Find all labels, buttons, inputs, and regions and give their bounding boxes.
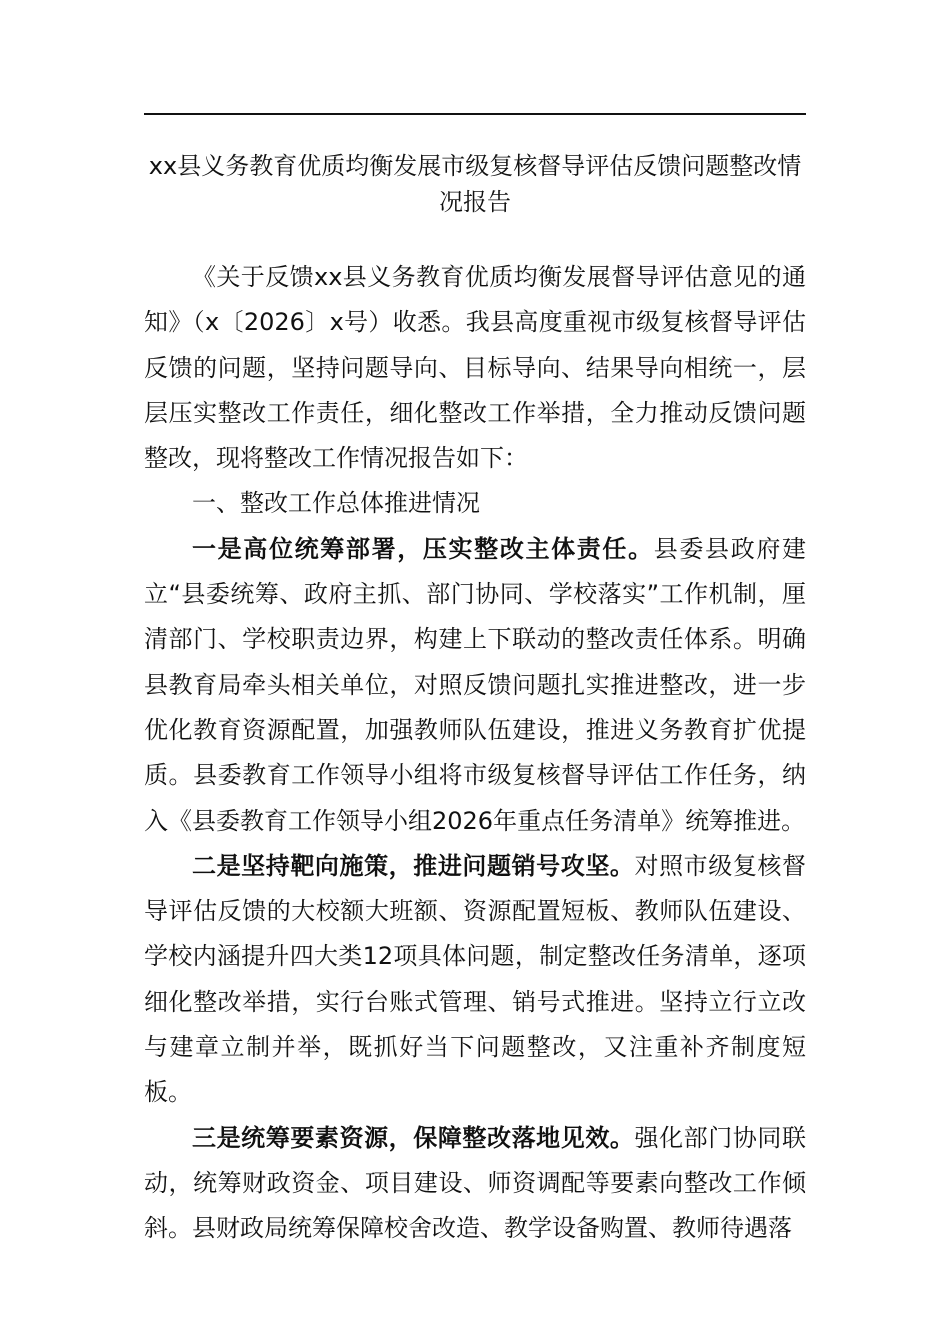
item-paragraph-2 [144, 844, 806, 1116]
section-heading: 一、整改工作总体推进情况 [192, 489, 480, 518]
document-body [144, 255, 806, 1252]
title-line-2: 况报告 [439, 188, 511, 216]
item-paragraph-3 [144, 1116, 806, 1252]
document-title [130, 148, 820, 220]
title-line-1: xx县义务教育优质均衡发展市级复核督导评估反馈问题整改情 [148, 152, 802, 180]
item-lead-3: 三是统筹要素资源，保障整改落地见效。 [192, 1123, 635, 1152]
item-paragraph-1 [144, 527, 806, 844]
item-lead-1: 一是高位统筹部署，压实整改主体责任。 [192, 534, 654, 563]
header-rule [144, 113, 806, 115]
item-lead-2: 二是坚持靶向施策，推进问题销号攻坚。 [192, 851, 635, 880]
item-text-3: 强化部门协同联动，统筹财政资金、项目建设、师资调配等要素向整改工作倾斜。县财政局统筹保障校舍改造、教学设备购置、教师待遇落 [144, 1123, 806, 1243]
intro-paragraph: 《关于反馈xx县义务教育优质均衡发展督导评估意见的通知》（x〔2026〕x号）收悉。我县高度重视市级复核督导评估反馈的问题，坚持问题导向、目标导向、结果导向相统一，层层压实整改工作责任，细化整改工作举措，全力推动反馈问题整改，现将整改工作情况报告如下： [144, 263, 806, 473]
item-text-1: 县委县政府建立“县委统筹、政府主抓、部门协同、学校落实”工作机制，厘清部门、学校职责边界，构建上下联动的整改责任体系。明确县教育局牵头相关单位，对照反馈问题扎实推进整改，进一步优化教育资源配置，加强教师队伍建设，推进义务教育扩优提质。县委教育工作领导小组将市级复核督导评估工作任务，纳入《县委教育工作领导小组2026年重点任务清单》统筹推进。 [144, 534, 807, 835]
item-text-2: 对照市级复核督导评估反馈的大校额大班额、资源配置短板、教师队伍建设、学校内涵提升四大类12项具体问题，制定整改任务清单，逐项细化整改举措，实行台账式管理、销号式推进。坚持立行立改与建章立制并举，既抓好当下问题整改，又注重补齐制度短板。 [144, 851, 806, 1107]
